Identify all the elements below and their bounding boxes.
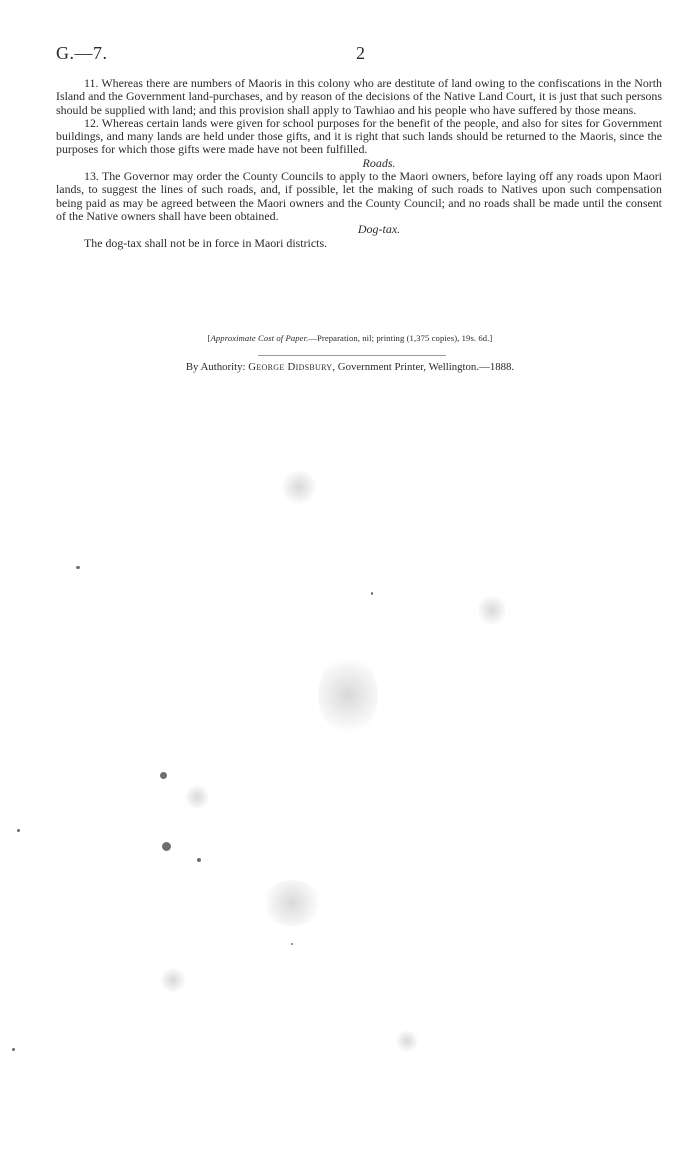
ink-speck	[197, 858, 201, 862]
ink-speck	[371, 592, 373, 595]
ink-speck	[12, 1048, 15, 1051]
paper-smudge	[396, 1030, 418, 1052]
paragraph-11: 11. Whereas there are numbers of Maoris in this colony who are destitute of land owing to the confiscations in the North Island and the Government land-purchases, and by reason of the decisions of the Native Land Court, it is just that such persons should be supplied with land; and this provision shall apply to Tawhiao and his people who have suffered by those means.	[56, 76, 662, 117]
cost-text: —Preparation, nil; printing (1,375 copies), 19s. 6d.]	[308, 333, 493, 343]
page-number: 2	[356, 43, 365, 63]
authority-prefix: By Authority:	[185, 361, 249, 373]
cost-bracket: [	[207, 333, 211, 343]
paper-smudge	[282, 470, 316, 504]
authority-suffix: , Government Printer, Wellington.—1888.	[332, 361, 515, 373]
paragraph-dog-tax: The dog-tax shall not be in force in Maori districts.	[84, 235, 328, 250]
paper-smudge	[318, 655, 378, 735]
printer-name: George Didsbury	[248, 361, 333, 373]
ink-speck	[162, 842, 171, 851]
paragraph-12: 12. Whereas certain lands were given for school purposes for the benefit of the people, and also for sites for Government buildings, and many lands are held under those gifts, and it is right that such lands should be returned to the Maoris, since the purposes for which those gifts were made have not been fulfilled.	[56, 115, 662, 157]
printer-imprint	[0, 361, 700, 373]
cost-label: Approximate Cost of Paper.	[210, 333, 309, 343]
ink-speck	[76, 566, 80, 569]
paragraph-13: 13. The Governor may order the County Councils to apply to the Maori owners, before laying off any roads upon Maori lands, to suggest the lines of such roads, and, if possible, let the making of such roads to Natives upon such compensation being paid as may be agreed between the Maori owners and the County Council; and no roads shall be made until the consent of the Native owners shall have been obtained.	[56, 169, 662, 223]
document-body	[56, 77, 662, 250]
section-heading-dog-tax: Dog-tax.	[357, 222, 401, 237]
document-id: G.—7.	[56, 43, 108, 63]
cost-note	[0, 333, 700, 343]
ink-speck	[17, 829, 20, 832]
paper-smudge	[478, 595, 506, 625]
ink-speck	[160, 772, 167, 779]
paper-smudge	[160, 968, 186, 992]
paper-smudge	[262, 880, 322, 926]
page-header	[56, 43, 666, 67]
section-heading-roads: Roads.	[362, 155, 396, 170]
paper-smudge	[185, 785, 209, 809]
footer-divider	[258, 355, 446, 356]
ink-speck	[291, 943, 293, 945]
